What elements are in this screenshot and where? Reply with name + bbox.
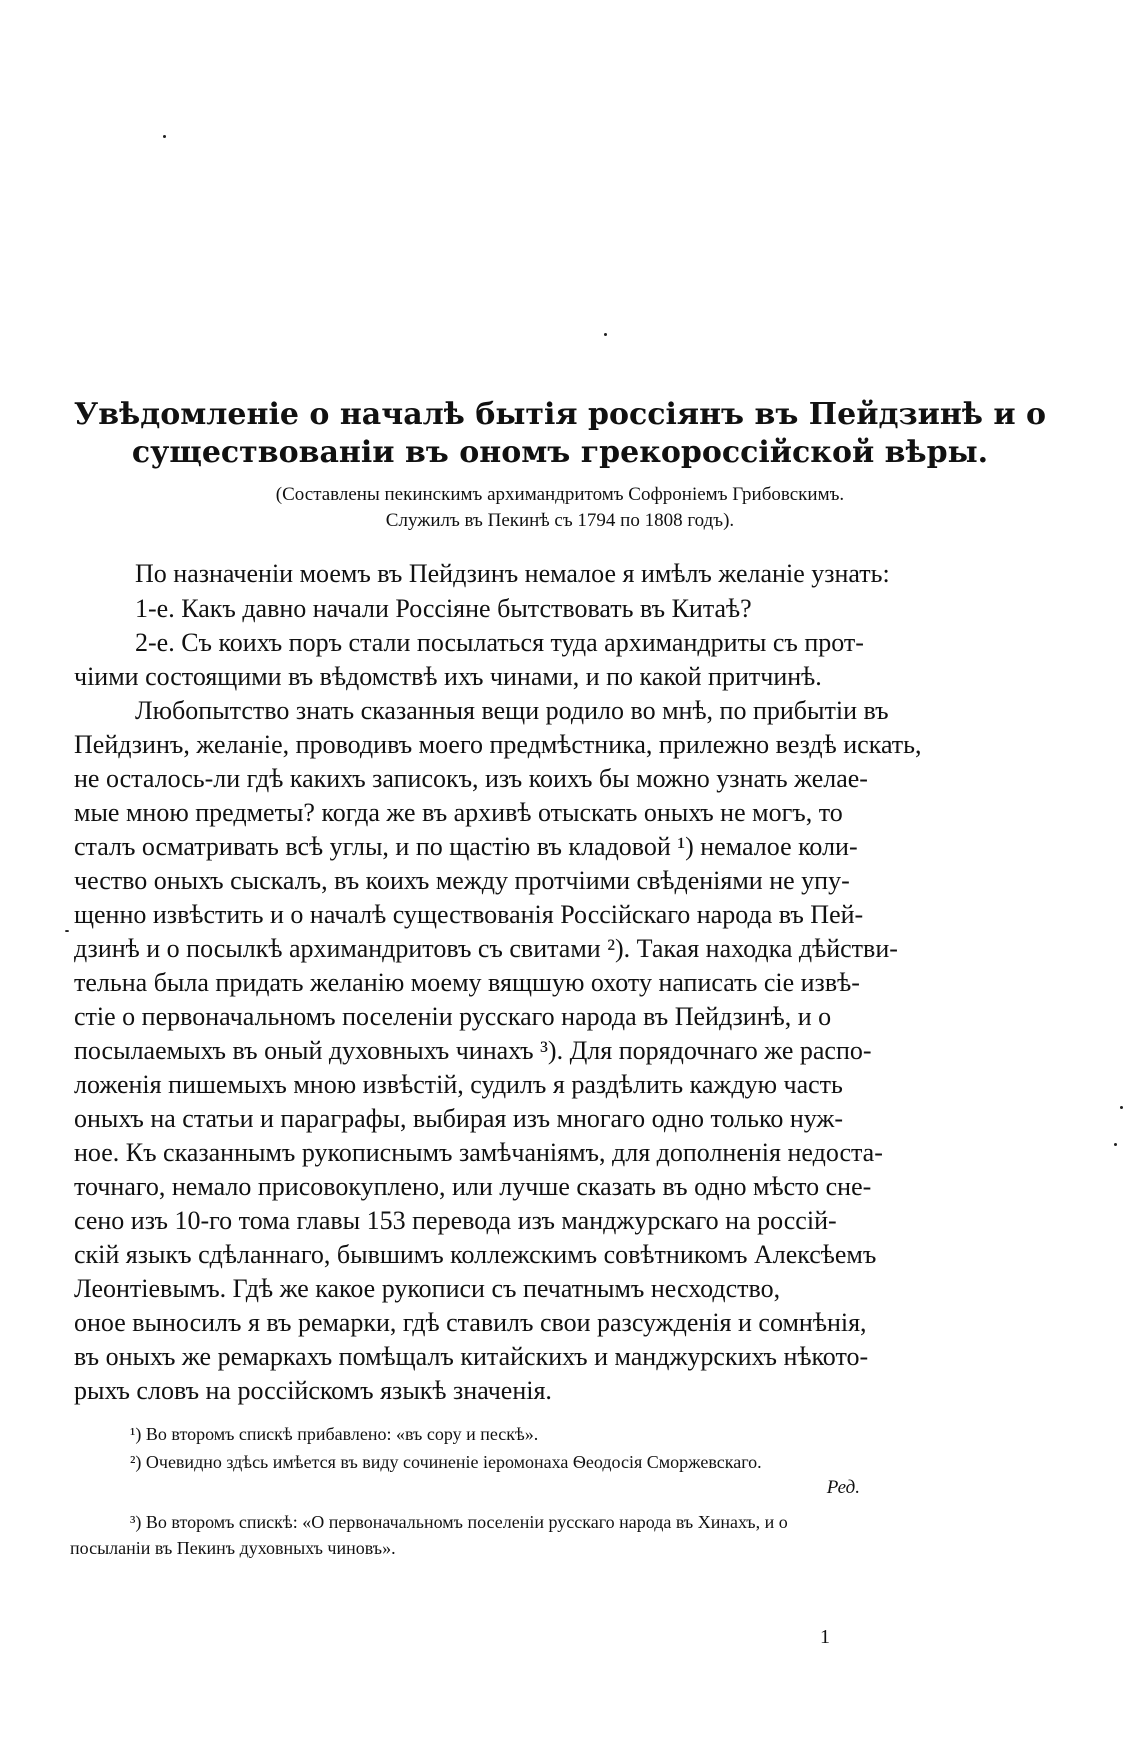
title-line: Увѣдомленіе о началѣ бытія россіянъ въ Пейдзинѣ и о bbox=[73, 397, 1047, 432]
body-line: ложенія пишемыхъ мною извѣстій, судилъ я раздѣлить каждую часть bbox=[74, 1070, 843, 1099]
body-line: не осталось-ли гдѣ какихъ записокъ, изъ коихъ бы можно узнать желае- bbox=[74, 764, 868, 793]
body-line: мые мною предметы? когда же въ архивѣ отыскать оныхъ не могъ, то bbox=[74, 798, 843, 827]
subtitle-line: Служилъ въ Пекинѣ съ 1794 по 1808 годъ). bbox=[385, 510, 735, 531]
body-line: Пейдзинъ, желаніе, проводивъ моего предмѣстника, прилежно вездѣ искать, bbox=[74, 730, 922, 759]
body-line: сталъ осматривать всѣ углы, и по щастію въ кладовой ¹) немалое коли- bbox=[74, 832, 858, 861]
scan-speck bbox=[163, 135, 166, 138]
page-number: 1 bbox=[820, 1626, 830, 1648]
body-line: посылаемыхъ въ оный духовныхъ чинахъ ³). Для порядочнаго же распо- bbox=[74, 1036, 872, 1065]
body-line: 2-е. Съ коихъ поръ стали посылаться туда архимандриты съ прот- bbox=[135, 628, 864, 657]
body-line: Любопытство знать сказанныя вещи родило во мнѣ, по прибытіи въ bbox=[135, 696, 889, 725]
title-line: существованіи въ ономъ грекороссійской вѣры. bbox=[131, 435, 989, 470]
body-line: оныхъ на статьи и параграфы, выбирая изъ многаго одно только нуж- bbox=[74, 1104, 844, 1133]
body-line: оное выносилъ я въ ремарки, гдѣ ставилъ свои разсужденія и сомнѣнія, bbox=[74, 1308, 867, 1337]
body-line: щенно извѣстить и о началѣ существованія Россійскаго народа въ Пей- bbox=[74, 900, 864, 929]
scan-speck bbox=[65, 930, 69, 932]
body-line: дзинѣ и о посылкѣ архимандритовъ съ свитами ²). Такая находка дѣйстви- bbox=[74, 934, 898, 963]
body-line: стіе о первоначальномъ поселеніи русскаго народа въ Пейдзинѣ, и о bbox=[74, 1002, 832, 1031]
body-line: чество оныхъ сыскалъ, въ коихъ между протчіими свѣденіями не упу- bbox=[74, 866, 850, 895]
body-line: 1-е. Какъ давно начали Россіяне бытствовать въ Китаѣ? bbox=[135, 594, 752, 623]
subtitle-line: (Составлены пекинскимъ архимандритомъ Софроніемъ Грибовскимъ. bbox=[275, 484, 845, 505]
scan-speck bbox=[604, 333, 607, 336]
scan-speck bbox=[1120, 1106, 1123, 1109]
body-line: въ оныхъ же ремаркахъ помѣщалъ китайскихъ и манджурскихъ нѣкото- bbox=[74, 1342, 869, 1371]
body-line: тельна была придать желанію моему вящшую охоту написать сіе извѣ- bbox=[74, 968, 860, 997]
body-line: сено изъ 10-го тома главы 153 перевода изъ манджурскаго на россій- bbox=[74, 1206, 837, 1235]
body-line: По назначеніи моемъ въ Пейдзинъ немалое я имѣлъ желаніе узнать: bbox=[135, 559, 890, 588]
footnote-line: ³) Во второмъ спискѣ: «О первоначальномъ поселеніи русскаго народа въ Хинахъ, и о bbox=[130, 1512, 788, 1532]
body-line: чіими состоящими въ вѣдомствѣ ихъ чинами, и по какой притчинѣ. bbox=[74, 662, 822, 691]
scan-speck bbox=[1114, 1143, 1117, 1146]
footnote-signature: Ред. bbox=[826, 1477, 860, 1498]
body-line: точнаго, немало присовокуплено, или лучше сказать въ одно мѣсто сне- bbox=[74, 1172, 872, 1201]
body-line: Леонтіевымъ. Гдѣ же какое рукописи съ печатнымъ несходство, bbox=[74, 1274, 781, 1303]
footnote-line: посыланіи въ Пекинъ духовныхъ чиновъ». bbox=[70, 1538, 396, 1558]
footnote-line: ²) Очевидно здѣсь имѣется въ виду сочиненіе іеромонаха Ѳеодосія Сморжевскаго. bbox=[130, 1452, 762, 1472]
body-line: рыхъ словъ на россійскомъ языкѣ значенія. bbox=[74, 1376, 552, 1405]
body-line: ное. Къ сказаннымъ рукописнымъ замѣчаніямъ, для дополненія недоста- bbox=[74, 1138, 883, 1167]
body-line: скій языкъ сдѣланнаго, бывшимъ коллежскимъ совѣтникомъ Алексѣемъ bbox=[74, 1240, 877, 1269]
footnote-line: ¹) Во второмъ спискѣ прибавлено: «въ сору и пескѣ». bbox=[130, 1424, 539, 1444]
